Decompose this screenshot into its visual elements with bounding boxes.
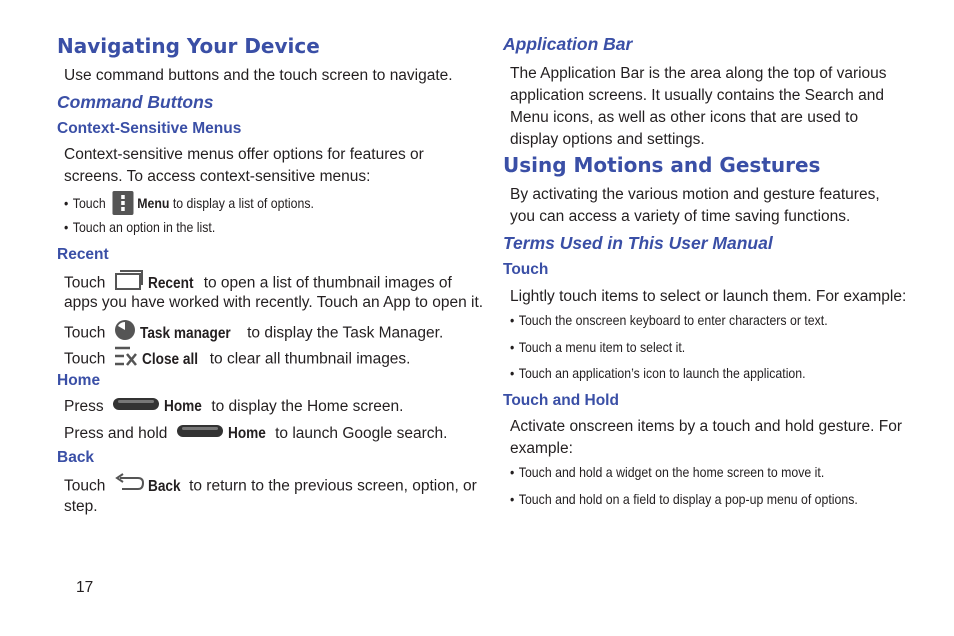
context-menus-text: Context-sensitive menus offer options for features or screens. To access context-sensitive menus: xyxy=(64,146,424,185)
app-bar-text: The Application Bar is the area along the top of various application screens. It usually contains the Search and Menu icons, as well as other icons that are used to display options and settings. xyxy=(510,65,887,148)
home-button-icon xyxy=(112,396,160,418)
touch-hold-text: Activate onscreen items by a touch and hold gesture. For example: xyxy=(510,418,903,457)
page-number: 17 xyxy=(76,579,94,596)
motions-title: Using Motions and Gestures xyxy=(503,153,821,177)
close-all-line: Touch Close all to clear all thumbnail images. xyxy=(64,345,411,374)
task-manager-line: Touch Task manager to display the Task Manager. xyxy=(64,319,443,348)
touch-heading: Touch xyxy=(503,261,549,278)
recent-heading: Recent xyxy=(57,246,109,263)
back-line-2: step. xyxy=(64,498,98,515)
touch-hold-heading: Touch and Hold xyxy=(503,392,619,409)
bullet-item: • Touch a menu item to select it. xyxy=(510,339,686,355)
close-all-icon xyxy=(114,345,138,374)
menu-icon xyxy=(113,191,134,218)
back-heading: Back xyxy=(57,449,95,466)
home-heading: Home xyxy=(57,372,101,389)
home-button-icon xyxy=(176,423,224,445)
back-icon xyxy=(114,473,144,500)
recent-line-2: apps you have worked with recently. Touch an App to open it. xyxy=(64,294,484,311)
home-hold-line: Press and hold Home to launch Google search. xyxy=(64,423,447,445)
page-title: Navigating Your Device xyxy=(57,34,320,58)
back-line: Touch Back to return to the previous screen, option, or xyxy=(64,473,477,500)
app-bar-heading: Application Bar xyxy=(503,34,633,54)
bullet-item: • Touch Menu to display a list of options. xyxy=(64,191,314,218)
motions-text: By activating the various motion and gesture features, you can access a variety of time saving functions. xyxy=(510,186,880,225)
bullet-item: • Touch the onscreen keyboard to enter characters or text. xyxy=(510,312,828,328)
intro-text: Use command buttons and the touch screen to navigate. xyxy=(64,67,453,84)
terms-heading: Terms Used in This User Manual xyxy=(503,233,773,253)
command-buttons-heading: Command Buttons xyxy=(57,92,214,112)
context-menus-heading: Context-Sensitive Menus xyxy=(57,120,242,137)
bullet-item: • Touch and hold a widget on the home screen to move it. xyxy=(510,464,825,480)
touch-text: Lightly touch items to select or launch them. For example: xyxy=(510,288,907,305)
bullet-item: • Touch an option in the list. xyxy=(64,219,216,235)
home-line: Press Home to display the Home screen. xyxy=(64,396,403,418)
bullet-item: • Touch an application’s icon to launch the application. xyxy=(510,365,806,381)
task-manager-icon xyxy=(114,319,136,348)
recent-line: Touch Recent to open a list of thumbnail images of xyxy=(64,270,452,297)
bullet-item: • Touch and hold on a field to display a pop-up menu of options. xyxy=(510,491,858,507)
